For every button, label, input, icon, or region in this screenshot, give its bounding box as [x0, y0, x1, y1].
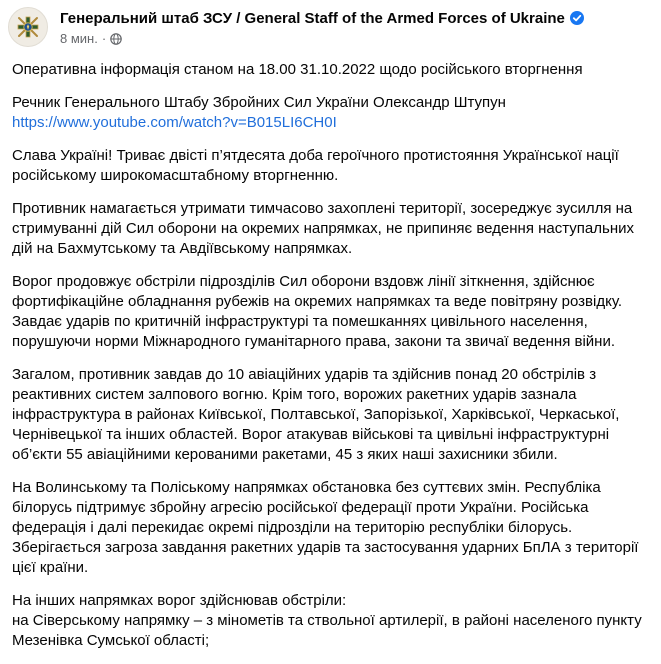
post-paragraph-enemy-efforts: Противник намагається утримати тимчасово захоплені території, зосереджує зусилля на стримуванні дій Сил оборони на окремих напрямках, не припиняє ведення наступальних дій на Бахмутському та Авдіївському напрямках.: [12, 200, 634, 257]
post-header: [0, 0, 661, 56]
post-paragraph-glory: Слава Україні! Триває двісті п’ятдесята доба героїчного протистояння Української нації російському широкомасштабному вторгненню.: [12, 147, 619, 184]
youtube-link[interactable]: https://www.youtube.com/watch?v=B015LI6CH0I: [12, 114, 337, 131]
post-meta: [60, 31, 122, 49]
post-text: [12, 60, 652, 664]
page-avatar[interactable]: [8, 7, 48, 47]
globe-icon[interactable]: [110, 33, 122, 49]
page-name[interactable]: Генеральний штаб ЗСУ / General Staff of the Armed Forces of Ukraine: [60, 10, 565, 27]
verified-badge-icon: [570, 11, 584, 30]
page-name-link[interactable]: [60, 9, 584, 30]
meta-separator: ·: [101, 31, 107, 46]
speaker-line: Речник Генерального Штабу Збройних Сил України Олександр Штупун: [12, 94, 506, 111]
post-timestamp[interactable]: 8 мин.: [60, 31, 98, 46]
post-paragraph-intro: Оперативна інформація станом на 18.00 31.10.2022 щодо російського вторгнення: [12, 61, 583, 78]
post-paragraph-north: На Волинському та Поліському напрямках обстановка без суттєвих змін. Республіка білорусь підтримує збройну агресію російської федерації проти України. Російська федерація і далі перекидає окремі підрозділи на територію республіки білорусь. Зберігається загроза завдання ракетних ударів та застосування ударних БпЛА з території цієї країни.: [12, 479, 639, 576]
post-paragraph-strikes: Загалом, противник завдав до 10 авіаційних ударів та здійснив понад 20 обстрілів з реактивних систем залпового вогню. Крім того, ворожих ракетних ударів зазнала інфраструктура в районах Київської, Полтавської, Запорізької, Харківської, Черкаської, Чернівецької та інших областей. Ворог атакував військові та цивільні інфраструктурні об’єкти 55 авіаційними керованими ракетами, 45 з яких наші захисники збили.: [12, 366, 620, 463]
army-emblem-icon: [13, 12, 43, 42]
post-paragraph-shelling: Ворог продовжує обстріли підрозділів Сил оборони вздовж лінії зіткнення, здійснює фортифікаційне обладнання рубежів на окремих напрямках та веде повітряну розвідку. Завдає ударів по критичній інфраструктурі та помешканнях цивільного населення, порушуючи норми Міжнародного гуманітарного права, закони та звичаї ведення війни.: [12, 273, 622, 350]
post-paragraph-other-directions: [12, 591, 652, 651]
siversk-direction: на Сіверському напрямку – з мінометів та ствольної артилерії, в районі населеного пункту Мезенівка Сумської області;: [12, 612, 642, 649]
other-directions-intro: На інших напрямках ворог здійснював обстріли:: [12, 592, 347, 609]
post-paragraph-speaker: [12, 93, 652, 133]
